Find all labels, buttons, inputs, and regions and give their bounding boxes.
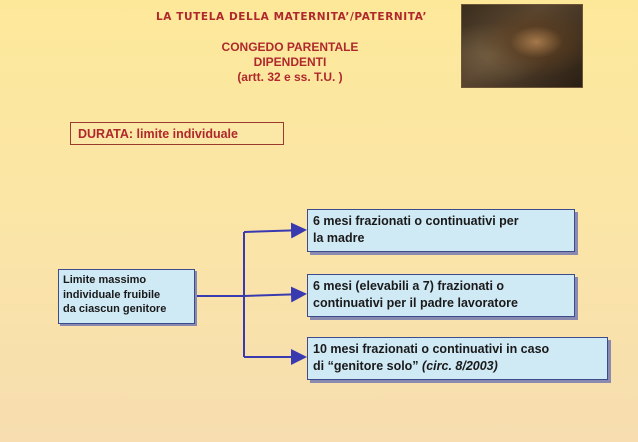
subtitle-dipendenti: DIPENDENTI <box>253 55 327 69</box>
durata-label-box: DURATA: limite individuale <box>70 122 284 145</box>
target-node-madre <box>307 209 575 252</box>
source-line-2: individuale fruibile <box>63 288 161 301</box>
target-genitore-solo-line-2 <box>313 358 602 375</box>
source-node-limite-massimo <box>58 269 195 324</box>
arrow-to-madre <box>244 230 305 232</box>
subtitle-articles: (artt. 32 e ss. T.U. ) <box>237 70 343 84</box>
circolare-reference: (circ. 8/2003) <box>422 359 498 373</box>
target-madre-line-2: la madre <box>313 231 365 245</box>
header-title: LA TUTELA DELLA MATERNITA’/PATERNITA’ <box>156 11 428 23</box>
target-madre-line-1: 6 mesi frazionati o continuativi per <box>313 214 519 228</box>
target-node-padre <box>307 274 575 317</box>
target-genitore-solo-text: di “genitore solo” <box>313 359 423 373</box>
target-node-genitore-solo <box>307 337 608 380</box>
target-genitore-solo-line-1: 10 mesi frazionati o continuativi in caso <box>313 342 550 356</box>
source-line-3: da ciascun genitore <box>63 303 167 315</box>
target-padre-line-2: continuativi per il padre lavoratore <box>313 296 518 310</box>
subtitle-congedo: CONGEDO PARENTALE <box>221 40 359 54</box>
source-line-1: Limite massimo <box>63 274 147 286</box>
target-padre-line-1: 6 mesi (elevabili a 7) frazionati o <box>313 279 505 293</box>
arrow-to-padre <box>244 294 305 296</box>
